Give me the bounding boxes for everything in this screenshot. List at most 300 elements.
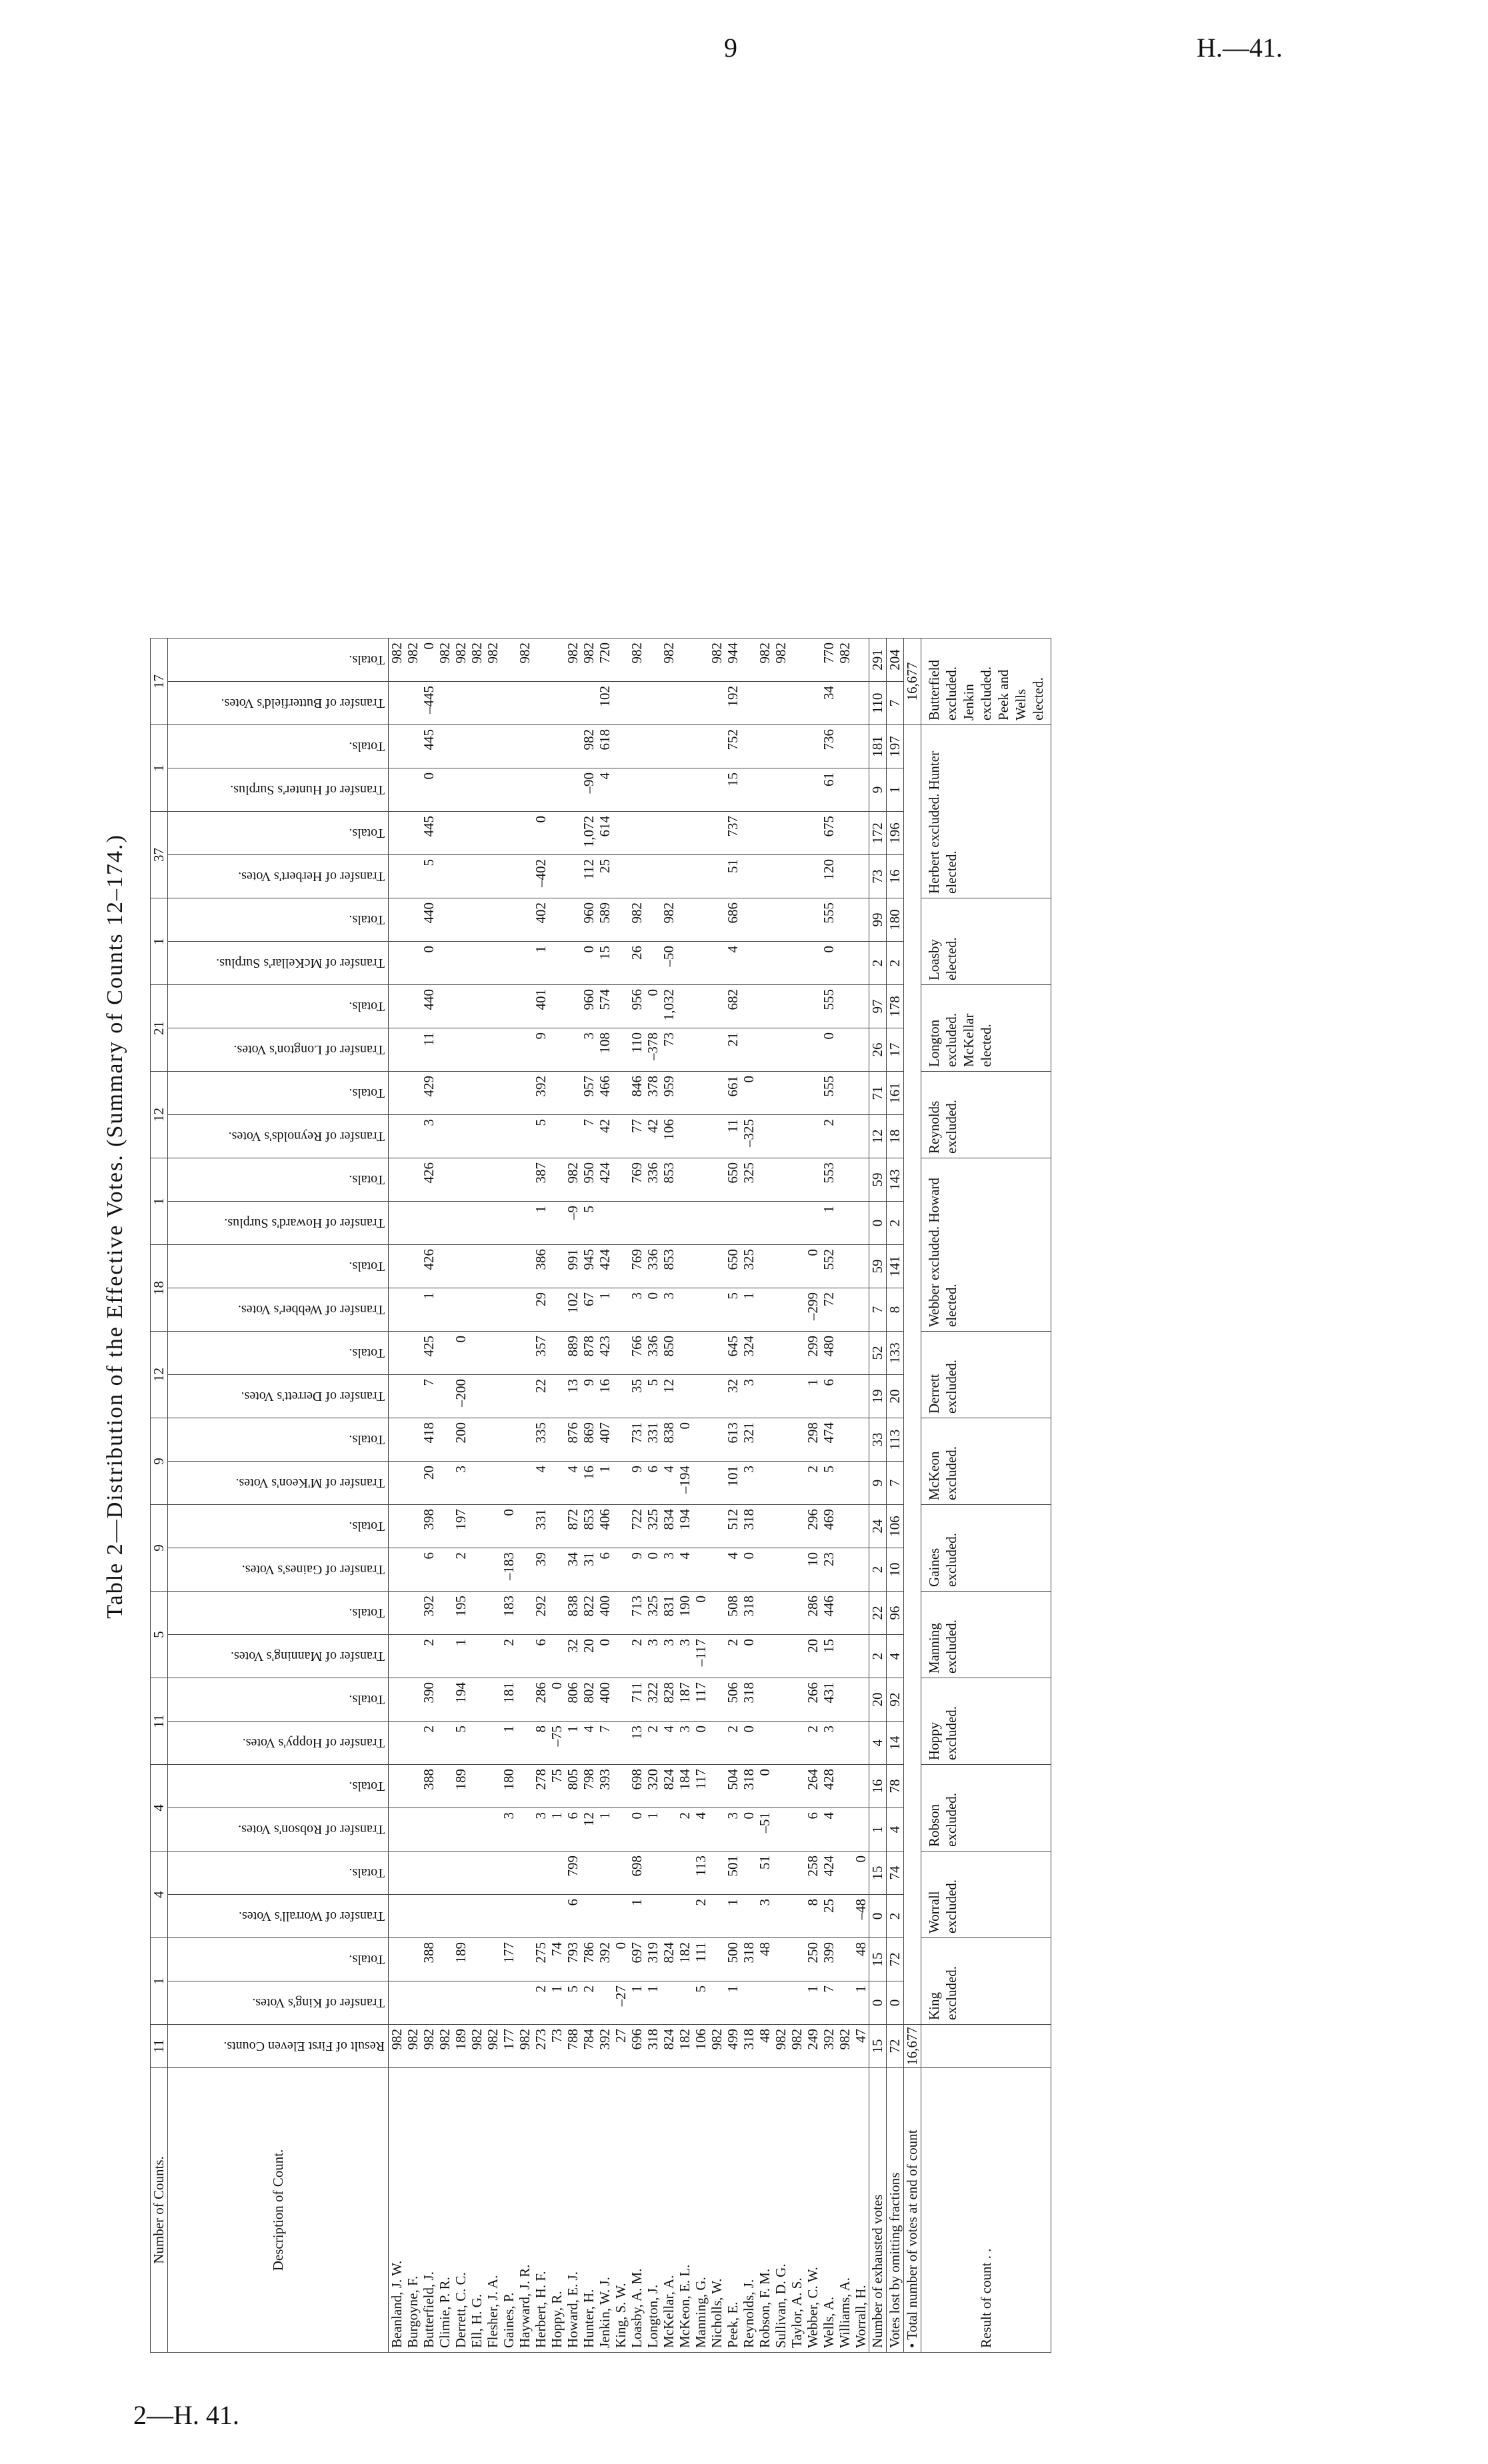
vote-cell — [789, 1249, 805, 1288]
vote-cell: 613 — [725, 1422, 741, 1444]
vote-cell — [805, 1162, 821, 1201]
vote-cell — [517, 1985, 533, 2024]
vote-cell — [789, 1292, 805, 1331]
vote-column — [389, 1851, 869, 1895]
vote-cell — [549, 1552, 565, 1591]
vote-cell: 3 — [677, 1639, 693, 1646]
vote-cell — [741, 686, 757, 724]
vote-cell — [693, 1076, 709, 1114]
vote-cell: 802 — [581, 1682, 597, 1704]
vote-cell — [517, 1812, 533, 1851]
vote-cell: 12 — [581, 1812, 597, 1826]
column-header — [168, 1981, 389, 2025]
vote-cell: 187 — [677, 1682, 693, 1704]
vote-cell: 446 — [821, 1596, 837, 1617]
vote-cell: –48 — [853, 1899, 869, 1920]
vote-cell: 32 — [725, 1379, 741, 1393]
vote-cell — [677, 1379, 693, 1418]
result-cell: Hoppy excluded. — [921, 1678, 1051, 1765]
vote-cell — [645, 642, 661, 681]
lost-cell: 7 — [887, 1462, 904, 1505]
column-header-text: Transfer of Robson's Votes. — [238, 1822, 385, 1837]
vote-cell — [709, 1552, 725, 1591]
vote-cell: 853 — [661, 1249, 677, 1270]
column-header — [168, 1462, 389, 1505]
vote-cell — [469, 686, 485, 724]
result-cell: Longton excluded. McKellar elected. — [921, 985, 1051, 1072]
vote-cell — [389, 1162, 405, 1201]
vote-cell — [853, 1726, 869, 1764]
vote-cell: 387 — [533, 1162, 549, 1184]
vote-cell: 9 — [629, 1552, 645, 1560]
column-header — [168, 2025, 389, 2068]
vote-column — [389, 985, 869, 1028]
vote-cell — [389, 1855, 405, 1894]
vote-cell: 956 — [629, 989, 645, 1010]
vote-cell — [437, 1119, 453, 1158]
vote-cell — [773, 729, 789, 768]
vote-cell: 11 — [421, 1032, 437, 1046]
vote-cell — [437, 1249, 453, 1288]
vote-cell — [469, 1206, 485, 1244]
vote-cell — [565, 1032, 581, 1071]
result-row — [921, 638, 1051, 2353]
exhausted-label: Number of exhausted votes — [869, 2068, 887, 2353]
vote-cell — [469, 1379, 485, 1418]
result-cell: Reynolds excluded. — [921, 1072, 1051, 1158]
vote-cell — [405, 729, 421, 768]
vote-cell: 0 — [741, 1552, 757, 1560]
vote-cell: 264 — [805, 1769, 821, 1790]
vote-cell — [789, 946, 805, 984]
vote-cell — [613, 946, 629, 984]
vote-cell: 400 — [597, 1682, 613, 1704]
vote-cell — [469, 1855, 485, 1894]
vote-cell — [405, 1249, 421, 1288]
vote-cell — [837, 1726, 853, 1764]
lost-cell: 14 — [887, 1722, 904, 1765]
candidate-names — [389, 2068, 869, 2353]
vote-cell — [661, 729, 677, 768]
candidate-name: Ell, H. G. — [469, 2293, 485, 2348]
vote-cell — [741, 772, 757, 811]
vote-cell — [597, 1855, 613, 1894]
candidate-name: Climie, P. R. — [437, 2277, 453, 2348]
vote-cell — [405, 946, 421, 984]
vote-cell — [469, 1942, 485, 1981]
vote-cell — [789, 1509, 805, 1548]
column-header-text: Totals. — [349, 1692, 385, 1707]
vote-cell — [501, 1466, 517, 1504]
vote-cell — [677, 1119, 693, 1158]
vote-cell: 2 — [501, 1639, 517, 1646]
vote-cell — [389, 1985, 405, 2024]
vote-cell — [773, 1466, 789, 1504]
vote-cell: 769 — [629, 1162, 645, 1184]
vote-cell — [773, 1032, 789, 1071]
vote-cell: 16 — [581, 1466, 597, 1480]
vote-cell — [613, 1119, 629, 1158]
vote-cell — [677, 1249, 693, 1288]
lost-cell: 16 — [887, 855, 904, 898]
vote-cell: 982 — [661, 902, 677, 924]
vote-cell: –445 — [421, 686, 437, 714]
vote-cell — [709, 1509, 725, 1548]
vote-cell: 0 — [549, 1682, 565, 1690]
result-cell: Butterfield excluded. Jenkin excluded. Peek and Wells elected. — [921, 638, 1051, 725]
vote-cell — [741, 946, 757, 984]
vote-cell: 0 — [597, 1639, 613, 1646]
vote-cell — [437, 1336, 453, 1374]
vote-cell — [773, 902, 789, 941]
column-header — [168, 725, 389, 768]
vote-cell: 793 — [565, 1942, 581, 1963]
vote-cell — [501, 1985, 517, 2024]
vote-cell — [837, 729, 853, 768]
vote-cell: 250 — [805, 1942, 821, 1963]
vote-cell — [485, 1596, 501, 1634]
vote-cell — [693, 1249, 709, 1288]
vote-cell: 5 — [645, 1379, 661, 1386]
vote-cell — [757, 816, 773, 854]
vote-cell — [517, 902, 533, 941]
column-header — [168, 768, 389, 812]
vote-cell — [469, 859, 485, 898]
vote-cell: 29 — [533, 1292, 549, 1306]
vote-cell — [517, 1076, 533, 1114]
lost-cell: 8 — [887, 1288, 904, 1332]
vote-cell: 1 — [741, 1292, 757, 1300]
vote-cell — [517, 816, 533, 854]
vote-cell — [469, 1032, 485, 1071]
vote-cell — [517, 1422, 533, 1461]
count-number: 1 — [151, 1938, 168, 2025]
result-cell: King excluded. — [921, 1938, 1051, 2025]
candidate-name: Reynolds, J. — [741, 2279, 757, 2348]
vote-cell: 3 — [661, 1292, 677, 1300]
column-header — [168, 1808, 389, 1851]
vote-cell — [437, 1942, 453, 1981]
vote-cell: 1 — [565, 1726, 581, 1733]
vote-cell — [517, 1769, 533, 1808]
vote-cell — [389, 1032, 405, 1071]
vote-cell — [517, 772, 533, 811]
vote-cell — [773, 1379, 789, 1418]
vote-cell — [453, 1206, 469, 1244]
vote-cell — [661, 859, 677, 898]
vote-cell: 696 — [629, 2029, 645, 2050]
vote-cell: 0 — [741, 1076, 757, 1083]
candidate-name: Taylor, A. S. — [789, 2277, 805, 2348]
count-number: 5 — [151, 1592, 168, 1678]
vote-cell: 418 — [421, 1422, 437, 1444]
vote-cell — [501, 1336, 517, 1374]
vote-cell: 34 — [821, 686, 837, 700]
exhausted-cell: 7 — [869, 1288, 887, 1332]
vote-cell: –75 — [549, 1726, 565, 1747]
vote-cell — [853, 686, 869, 724]
vote-cell — [837, 946, 853, 984]
vote-cell — [613, 902, 629, 941]
vote-cell — [613, 1206, 629, 1244]
vote-cell — [405, 1119, 421, 1158]
column-header-text: Transfer of Gaines's Votes. — [241, 1562, 385, 1577]
exhausted-cell: 0 — [869, 1202, 887, 1245]
vote-cell — [405, 1942, 421, 1981]
vote-cell — [389, 946, 405, 984]
vote-cell — [789, 1032, 805, 1071]
vote-cell: 950 — [581, 1162, 597, 1184]
column-header — [168, 985, 389, 1028]
exhausted-cell: 26 — [869, 1028, 887, 1072]
vote-cell — [453, 1249, 469, 1288]
vote-cell: 838 — [565, 1596, 581, 1617]
result-cell: Herbert excluded. Hunter elected. — [921, 725, 1051, 898]
result-cell: McKeon excluded. — [921, 1418, 1051, 1505]
vote-cell: 73 — [661, 1032, 677, 1046]
count-number: 18 — [151, 1245, 168, 1332]
vote-cell: 331 — [533, 1509, 549, 1530]
vote-cell: 982 — [389, 2029, 405, 2050]
vote-cell: 190 — [677, 1596, 693, 1617]
vote-cell: 194 — [677, 1509, 693, 1530]
vote-cell: 824 — [661, 1942, 677, 1963]
count-number: 1 — [151, 725, 168, 812]
vote-cell — [661, 1206, 677, 1244]
vote-cell — [453, 902, 469, 941]
vote-cell — [613, 1812, 629, 1851]
lost-cell: 143 — [887, 1158, 904, 1202]
vote-cell: 3 — [581, 1032, 597, 1040]
vote-cell — [517, 859, 533, 898]
vote-cell — [501, 1162, 517, 1201]
vote-cell — [453, 1855, 469, 1894]
vote-cell — [469, 1162, 485, 1201]
vote-cell: 982 — [453, 642, 469, 664]
vote-cell — [453, 946, 469, 984]
vote-cell — [405, 1076, 421, 1114]
vote-cell — [789, 1206, 805, 1244]
vote-cell — [853, 772, 869, 811]
vote-cell: 4 — [725, 1552, 741, 1560]
vote-cell: 189 — [453, 1942, 469, 1963]
candidate-name: Webber, C. W. — [805, 2267, 821, 2348]
vote-cell — [693, 1336, 709, 1374]
vote-cell: 431 — [821, 1682, 837, 1704]
column-header — [168, 1765, 389, 1808]
vote-cell — [613, 1639, 629, 1678]
vote-cell — [773, 1292, 789, 1331]
column-header — [168, 898, 389, 942]
vote-cell — [533, 1899, 549, 1937]
vote-cell — [677, 1076, 693, 1114]
exhausted-cell: 4 — [869, 1722, 887, 1765]
vote-cell: 77 — [629, 1119, 645, 1133]
distribution-table — [150, 638, 1051, 2353]
vote-cell — [709, 1726, 725, 1764]
vote-cell — [837, 772, 853, 811]
vote-cell — [437, 1596, 453, 1634]
column-header-text: Totals. — [349, 1519, 385, 1534]
vote-cell — [485, 1769, 501, 1808]
vote-cell — [709, 816, 725, 854]
vote-cell — [469, 989, 485, 1028]
vote-cell: 15 — [821, 1639, 837, 1653]
vote-cell: –117 — [693, 1639, 709, 1667]
vote-cell — [645, 1855, 661, 1894]
vote-cell — [853, 1206, 869, 1244]
lost-cell: 74 — [887, 1851, 904, 1895]
vote-cell — [805, 859, 821, 898]
vote-column — [389, 1895, 869, 1938]
vote-cell: 1,072 — [581, 816, 597, 848]
vote-cell: 737 — [725, 816, 741, 837]
vote-cell — [613, 1682, 629, 1721]
vote-cell — [421, 1812, 437, 1851]
vote-cell — [693, 1162, 709, 1201]
vote-cell — [741, 1855, 757, 1894]
exhausted-cell: 172 — [869, 812, 887, 855]
vote-cell — [677, 1985, 693, 2024]
vote-cell — [485, 729, 501, 768]
vote-cell: 6 — [821, 1379, 837, 1386]
vote-cell — [789, 1985, 805, 2024]
vote-cell: 9 — [581, 1379, 597, 1386]
vote-cell — [437, 1379, 453, 1418]
result-cell: Derrett excluded. — [921, 1332, 1051, 1418]
vote-cell: 320 — [645, 1769, 661, 1790]
vote-cell — [805, 989, 821, 1028]
vote-cell — [453, 1032, 469, 1071]
vote-cell — [757, 1639, 773, 1678]
vote-cell: 675 — [821, 816, 837, 837]
vote-cell: 286 — [805, 1596, 821, 1617]
vote-cell: 2 — [453, 1552, 469, 1560]
column-header-text: Totals. — [349, 912, 385, 927]
vote-cell — [389, 859, 405, 898]
candidate-name: Herbert, H. F. — [533, 2271, 549, 2348]
column-header — [168, 1028, 389, 1072]
vote-column — [389, 1981, 869, 2025]
vote-cell — [773, 1899, 789, 1937]
vote-cell: 321 — [741, 1422, 757, 1444]
vote-cell — [709, 1639, 725, 1678]
column-header — [168, 1245, 389, 1288]
vote-cell: 5 — [581, 1206, 597, 1213]
vote-cell — [437, 859, 453, 898]
vote-cell: 736 — [821, 729, 837, 750]
vote-cell: 426 — [421, 1249, 437, 1270]
column-header-text: Transfer of Worrall's Votes. — [238, 1909, 385, 1923]
vote-cell: 2 — [725, 1726, 741, 1733]
vote-cell: 194 — [453, 1682, 469, 1704]
vote-cell — [773, 772, 789, 811]
vote-cell — [773, 1855, 789, 1894]
lost-cell: 20 — [887, 1375, 904, 1418]
vote-cell — [437, 1422, 453, 1461]
result-blank-cell — [921, 2025, 1051, 2068]
vote-cell: 0 — [821, 946, 837, 953]
vote-cell: 1,032 — [661, 989, 677, 1021]
exhausted-cell: 2 — [869, 1635, 887, 1678]
vote-cell — [693, 946, 709, 984]
vote-cell — [613, 1596, 629, 1634]
vote-cell: 445 — [421, 729, 437, 750]
vote-cell — [469, 1899, 485, 1937]
vote-cell: 324 — [741, 1336, 757, 1357]
vote-cell — [789, 1119, 805, 1158]
vote-cell — [437, 902, 453, 941]
candidate-name: Flesher, J. A. — [485, 2275, 501, 2348]
vote-cell — [597, 1985, 613, 2024]
vote-cell — [389, 1466, 405, 1504]
vote-cell: 960 — [581, 989, 597, 1010]
exhausted-cell: 59 — [869, 1158, 887, 1202]
vote-cell: 35 — [629, 1379, 645, 1393]
vote-cell — [469, 1639, 485, 1678]
vote-cell: 11 — [725, 1119, 741, 1133]
vote-cell: 249 — [805, 2029, 821, 2050]
vote-cell: 424 — [597, 1249, 613, 1270]
vote-cell — [613, 989, 629, 1028]
vote-cell: 697 — [629, 1942, 645, 1963]
vote-column — [389, 1028, 869, 1072]
vote-cell: 8 — [805, 1899, 821, 1906]
vote-cell — [485, 1942, 501, 1981]
vote-cell — [469, 1466, 485, 1504]
vote-cell — [693, 902, 709, 941]
candidate-name: Beanland, J. W. — [389, 2260, 405, 2348]
vote-cell: 322 — [645, 1682, 661, 1704]
vote-cell: 0 — [645, 1552, 661, 1560]
vote-cell: 846 — [629, 1076, 645, 1097]
vote-cell — [389, 1422, 405, 1461]
vote-cell: 806 — [565, 1682, 581, 1704]
vote-cell — [565, 772, 581, 811]
vote-cell: 101 — [725, 1466, 741, 1487]
column-header — [168, 638, 389, 682]
vote-cell — [677, 772, 693, 811]
vote-cell — [773, 1682, 789, 1721]
vote-cell — [645, 1899, 661, 1937]
column-header-text: Transfer of Butterfield's Votes. — [221, 696, 385, 710]
vote-cell — [389, 989, 405, 1028]
vote-cell: 3 — [757, 1899, 773, 1906]
exhausted-cell: 19 — [869, 1375, 887, 1418]
exhausted-cell: 1 — [869, 1808, 887, 1851]
vote-cell — [437, 946, 453, 984]
vote-cell: 4 — [661, 1726, 677, 1733]
vote-cell — [453, 1076, 469, 1114]
vote-cell: 982 — [709, 642, 725, 664]
vote-cell: 0 — [629, 1812, 645, 1820]
vote-cell — [517, 1899, 533, 1937]
vote-cell — [517, 1639, 533, 1678]
vote-cell — [709, 1596, 725, 1634]
vote-cell — [437, 816, 453, 854]
vote-cell: 3 — [661, 1552, 677, 1560]
vote-cell — [693, 1292, 709, 1331]
vote-cell — [405, 1162, 421, 1201]
vote-cell: 686 — [725, 902, 741, 924]
vote-cell — [421, 1855, 437, 1894]
vote-cell — [645, 902, 661, 941]
vote-cell — [389, 1292, 405, 1331]
vote-cell — [453, 1985, 469, 2024]
footer-reference: 2—H. 41. — [133, 2400, 239, 2430]
vote-cell: 299 — [805, 1336, 821, 1357]
vote-cell — [757, 1682, 773, 1721]
